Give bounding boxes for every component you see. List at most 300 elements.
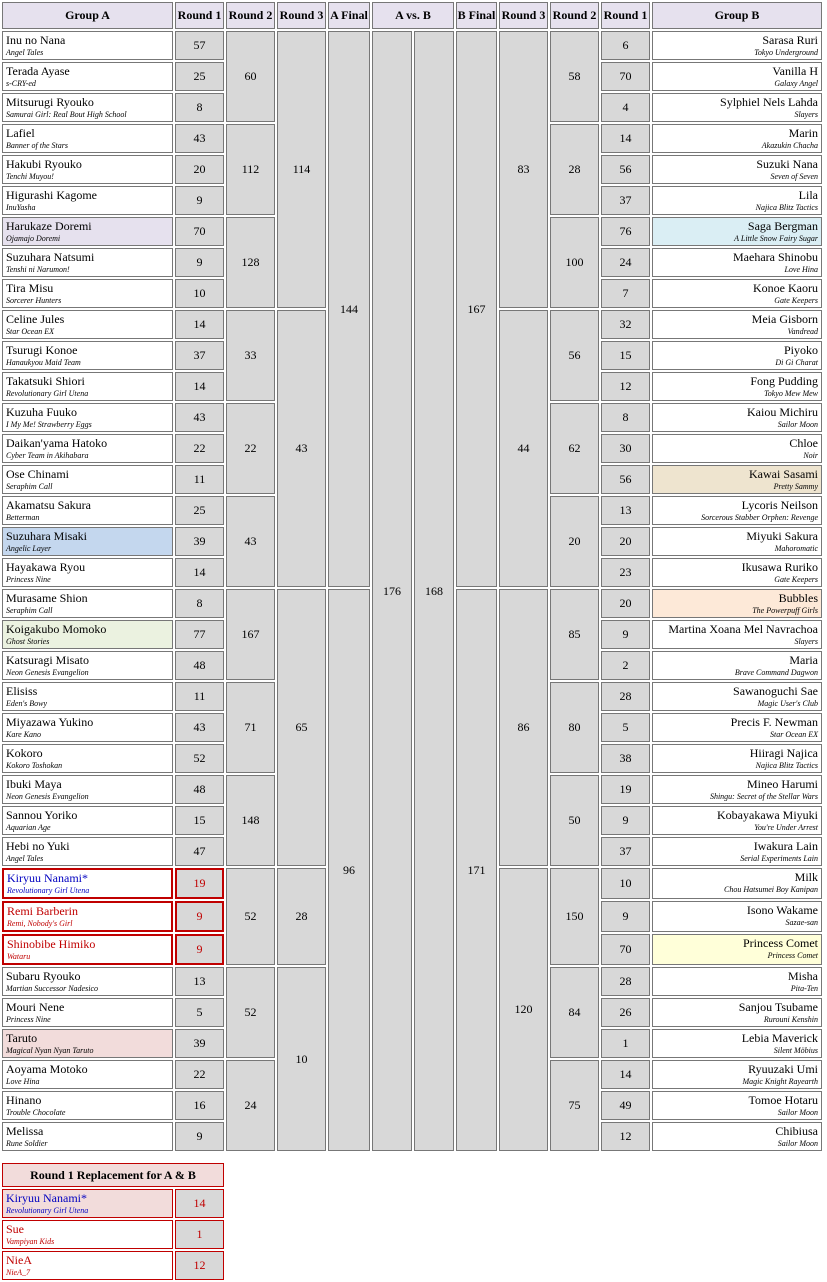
group-b-entry xyxy=(652,682,822,711)
round1-score: 39 xyxy=(175,1029,224,1058)
character-name: Celine Jules xyxy=(6,312,65,326)
group-b-entry xyxy=(652,589,822,618)
round1-score: 22 xyxy=(175,434,224,463)
character-name: Chloe xyxy=(789,436,818,450)
a-final-score: 96 xyxy=(328,589,370,1151)
series-name: Tokyo Mew Mew xyxy=(764,389,818,398)
character-name: Terada Ayase xyxy=(6,64,70,78)
series-name: Star Ocean EX xyxy=(770,730,818,739)
group-a-header: Group A xyxy=(2,2,173,29)
replacement-row xyxy=(2,1189,224,1218)
round3-score: 65 xyxy=(277,589,326,866)
group-b-entry xyxy=(652,62,822,91)
group-b-entry xyxy=(652,837,822,866)
series-name: Neon Genesis Evangelion xyxy=(6,792,89,801)
character-name: Suzuki Nana xyxy=(756,157,818,171)
group-b-entry xyxy=(652,465,822,494)
round1-score: 11 xyxy=(175,682,224,711)
round2-score: 80 xyxy=(550,682,599,773)
character-name: Inu no Nana xyxy=(6,33,66,47)
bracket-row xyxy=(2,967,822,996)
round2-score: 148 xyxy=(226,775,275,866)
series-name: Seraphim Call xyxy=(6,606,53,615)
series-name: Seraphim Call xyxy=(6,482,53,491)
round1-score: 14 xyxy=(175,558,224,587)
character-name: Kokoro xyxy=(6,746,43,760)
group-a-entry xyxy=(2,310,173,339)
group-a-entry xyxy=(2,901,173,932)
character-name: Konoe Kaoru xyxy=(753,281,818,295)
group-b-entry xyxy=(652,744,822,773)
character-name: Aoyama Motoko xyxy=(6,1062,88,1076)
round1-score: 20 xyxy=(601,527,650,556)
replacement-table xyxy=(0,1161,226,1282)
series-name: Wataru xyxy=(7,952,31,961)
round1-score: 37 xyxy=(601,837,650,866)
round3-score: 114 xyxy=(277,31,326,308)
series-name: Rune Soldier xyxy=(6,1139,48,1148)
bracket-row xyxy=(2,496,822,525)
character-name: Katsuragi Misato xyxy=(6,653,89,667)
bracket-row xyxy=(2,403,822,432)
group-b-entry xyxy=(652,775,822,804)
round2-score: 84 xyxy=(550,967,599,1058)
bracket-row xyxy=(2,124,822,153)
character-name: Mineo Harumi xyxy=(747,777,818,791)
replacement-entry xyxy=(2,1220,173,1249)
series-name: Gate Keepers xyxy=(774,575,818,584)
round1-score: 70 xyxy=(175,217,224,246)
character-name: Daikan'yama Hatoko xyxy=(6,436,108,450)
round1-score: 43 xyxy=(175,713,224,742)
series-name: Martian Successor Nadesico xyxy=(6,984,98,993)
round1-score: 38 xyxy=(601,744,650,773)
series-name: Sorcerous Stabber Orphen: Revenge xyxy=(701,513,818,522)
series-name: Angel Tales xyxy=(6,854,44,863)
character-name: Mitsurugi Ryouko xyxy=(6,95,94,109)
round1-b-header: Round 1 xyxy=(601,2,650,29)
round1-score: 37 xyxy=(175,341,224,370)
group-b-header: Group B xyxy=(652,2,822,29)
round1-score: 10 xyxy=(601,868,650,899)
round2-score: 52 xyxy=(226,868,275,965)
round1-score: 70 xyxy=(601,62,650,91)
round3-score: 10 xyxy=(277,967,326,1151)
group-b-entry xyxy=(652,341,822,370)
round1-score: 9 xyxy=(175,1122,224,1151)
bracket-row xyxy=(2,1091,822,1120)
character-name: Chibiusa xyxy=(775,1124,818,1138)
bracket-row xyxy=(2,1060,822,1089)
bracket-row xyxy=(2,620,822,649)
round2-score: 71 xyxy=(226,682,275,773)
bracket-row xyxy=(2,901,822,932)
round1-score: 48 xyxy=(175,651,224,680)
bracket-row xyxy=(2,558,822,587)
character-name: Lafiel xyxy=(6,126,35,140)
round3-score: 28 xyxy=(277,868,326,965)
round3-score: 120 xyxy=(499,868,548,1151)
round2-score: 58 xyxy=(550,31,599,122)
round1-score: 28 xyxy=(601,682,650,711)
character-name: Sue xyxy=(6,1222,24,1236)
replacement-body xyxy=(2,1189,224,1280)
bracket-row xyxy=(2,806,822,835)
series-name: Neon Genesis Evangelion xyxy=(6,668,89,677)
character-name: Hiiragi Najica xyxy=(749,746,818,760)
group-b-entry xyxy=(652,31,822,60)
series-name: Di Gi Charat xyxy=(775,358,818,367)
series-name: Princess Nine xyxy=(6,575,51,584)
group-b-entry xyxy=(652,558,822,587)
bracket-row xyxy=(2,837,822,866)
replacement-entry xyxy=(2,1189,173,1218)
bracket-row xyxy=(2,341,822,370)
group-b-entry xyxy=(652,1091,822,1120)
bracket-row xyxy=(2,279,822,308)
character-name: Isono Wakame xyxy=(746,903,818,917)
series-name: Noir xyxy=(803,451,818,460)
series-name: Star Ocean EX xyxy=(6,327,54,336)
series-name: Galaxy Angel xyxy=(774,79,818,88)
series-name: Sazae-san xyxy=(785,918,818,927)
group-b-entry xyxy=(652,934,822,965)
series-name: Trouble Chocolate xyxy=(6,1108,66,1117)
series-name: Pretty Sammy xyxy=(773,482,818,491)
character-name: Sarasa Ruri xyxy=(762,33,818,47)
bracket-row xyxy=(2,155,822,184)
bracket-row xyxy=(2,713,822,742)
bracket-row xyxy=(2,998,822,1027)
group-a-entry xyxy=(2,620,173,649)
bracket-row xyxy=(2,775,822,804)
series-name: I My Me! Strawberry Eggs xyxy=(6,420,92,429)
round1-score: 19 xyxy=(601,775,650,804)
series-name: Sailor Moon xyxy=(777,1139,818,1148)
character-name: NieA xyxy=(6,1253,32,1267)
round1-score: 39 xyxy=(175,527,224,556)
group-b-entry xyxy=(652,217,822,246)
b-final-score: 167 xyxy=(456,31,497,587)
character-name: Misha xyxy=(788,969,818,983)
group-b-entry xyxy=(652,620,822,649)
header-row xyxy=(2,2,822,29)
round1-score: 14 xyxy=(175,310,224,339)
series-name: Betterman xyxy=(6,513,40,522)
series-name: Gate Keepers xyxy=(774,296,818,305)
round1-score: 5 xyxy=(175,998,224,1027)
group-a-entry xyxy=(2,775,173,804)
series-name: Sailor Moon xyxy=(777,420,818,429)
a-vs-b-score-a: 176 xyxy=(372,31,412,1151)
bracket-row xyxy=(2,682,822,711)
group-a-entry xyxy=(2,744,173,773)
bracket-row xyxy=(2,248,822,277)
character-name: Akamatsu Sakura xyxy=(6,498,91,512)
character-name: Subaru Ryouko xyxy=(6,969,81,983)
group-b-entry xyxy=(652,1029,822,1058)
group-a-entry xyxy=(2,934,173,965)
character-name: Ibuki Maya xyxy=(6,777,62,791)
b-final-header: B Final xyxy=(456,2,497,29)
bracket-row xyxy=(2,310,822,339)
bracket-row xyxy=(2,217,822,246)
character-name: Maehara Shinobu xyxy=(733,250,818,264)
round3-score: 83 xyxy=(499,31,548,308)
character-name: Hebi no Yuki xyxy=(6,839,70,853)
round1-score: 48 xyxy=(175,775,224,804)
character-name: Tomoe Hotaru xyxy=(748,1093,818,1107)
group-b-entry xyxy=(652,998,822,1027)
round1-score: 20 xyxy=(175,155,224,184)
character-name: Sawanoguchi Sae xyxy=(733,684,818,698)
round1-score: 14 xyxy=(601,124,650,153)
series-name: Sorcerer Hunters xyxy=(6,296,62,305)
series-name: A Little Snow Fairy Sugar xyxy=(734,234,818,243)
round1-score: 9 xyxy=(175,901,224,932)
round1-score: 1 xyxy=(601,1029,650,1058)
round2-score: 50 xyxy=(550,775,599,866)
character-name: Tsurugi Konoe xyxy=(6,343,78,357)
round1-score: 10 xyxy=(175,279,224,308)
group-a-entry xyxy=(2,124,173,153)
bracket-row xyxy=(2,1029,822,1058)
replacement-row xyxy=(2,1251,224,1280)
round1-score: 37 xyxy=(601,186,650,215)
group-a-entry xyxy=(2,279,173,308)
round3-score: 44 xyxy=(499,310,548,587)
group-b-entry xyxy=(652,967,822,996)
round1-score: 9 xyxy=(175,248,224,277)
character-name: Taruto xyxy=(6,1031,38,1045)
group-a-entry xyxy=(2,372,173,401)
group-a-entry xyxy=(2,967,173,996)
character-name: Suzuhara Misaki xyxy=(6,529,87,543)
round1-score: 13 xyxy=(601,496,650,525)
series-name: Kare Kano xyxy=(6,730,42,739)
series-name: Samurai Girl: Real Bout High School xyxy=(6,110,127,119)
character-name: Tira Misu xyxy=(6,281,54,295)
a-final-score: 144 xyxy=(328,31,370,587)
series-name: Aquarian Age xyxy=(6,823,51,832)
character-name: Marin xyxy=(788,126,818,140)
series-name: Remi, Nobody's Girl xyxy=(7,919,73,928)
character-name: Iwakura Lain xyxy=(753,839,818,853)
round1-score: 9 xyxy=(601,620,650,649)
series-name: Revolutionary Girl Utena xyxy=(6,389,89,398)
round1-score: 14 xyxy=(601,1060,650,1089)
series-name: Ojamajo Doremi xyxy=(6,234,61,243)
series-name: Angel Tales xyxy=(6,48,44,57)
group-b-entry xyxy=(652,806,822,835)
replacement-row xyxy=(2,1220,224,1249)
character-name: Harukaze Doremi xyxy=(6,219,92,233)
round2-score: 33 xyxy=(226,310,275,401)
group-a-entry xyxy=(2,651,173,680)
series-name: Love Hina xyxy=(6,1077,40,1086)
group-b-entry xyxy=(652,901,822,932)
replacement-title: Round 1 Replacement for A & B xyxy=(2,1163,224,1187)
round1-score: 5 xyxy=(601,713,650,742)
round2-b-header: Round 2 xyxy=(550,2,599,29)
group-b-entry xyxy=(652,651,822,680)
round2-a-header: Round 2 xyxy=(226,2,275,29)
group-a-entry xyxy=(2,1029,173,1058)
round1-score: 32 xyxy=(601,310,650,339)
character-name: Lebia Maverick xyxy=(741,1031,818,1045)
character-name: Kobayakawa Miyuki xyxy=(717,808,818,822)
round2-score: 85 xyxy=(550,589,599,680)
character-name: Kiryuu Nanami* xyxy=(7,871,88,885)
character-name: Meia Gisborn xyxy=(751,312,818,326)
series-name: Kokoro Toshokan xyxy=(6,761,63,770)
round1-score: 12 xyxy=(601,1122,650,1151)
character-name: Maria xyxy=(789,653,818,667)
bracket-row xyxy=(2,744,822,773)
round1-score: 12 xyxy=(601,372,650,401)
bracket-row xyxy=(2,465,822,494)
group-a-entry xyxy=(2,1091,173,1120)
series-name: Eden's Bowy xyxy=(6,699,48,708)
series-name: Shingu: Secret of the Stellar Wars xyxy=(709,792,818,801)
round1-score: 57 xyxy=(175,31,224,60)
series-name: NieA_7 xyxy=(6,1268,30,1277)
series-name: Slayers xyxy=(794,110,818,119)
character-name: Koigakubo Momoko xyxy=(6,622,107,636)
round1-score: 9 xyxy=(175,186,224,215)
series-name: Princess Comet xyxy=(767,951,818,960)
bracket-row xyxy=(2,1122,822,1151)
round1-score: 2 xyxy=(601,651,650,680)
round1-score: 28 xyxy=(601,967,650,996)
series-name: Revolutionary Girl Utena xyxy=(7,886,90,895)
group-b-entry xyxy=(652,868,822,899)
series-name: Hanaukyou Maid Team xyxy=(6,358,81,367)
group-b-entry xyxy=(652,1060,822,1089)
character-name: Martina Xoana Mel Navrachoa xyxy=(668,622,818,636)
character-name: Kaiou Michiru xyxy=(747,405,818,419)
round2-score: 100 xyxy=(550,217,599,308)
character-name: Shinobibe Himiko xyxy=(7,937,96,951)
series-name: Cyber Team in Akihabara xyxy=(6,451,89,460)
series-name: Ghost Stories xyxy=(6,637,50,646)
bracket-body xyxy=(2,31,822,1151)
round1-score: 9 xyxy=(601,806,650,835)
series-name: Najica Blitz Tactics xyxy=(755,203,818,212)
character-name: Murasame Shion xyxy=(6,591,88,605)
round2-score: 62 xyxy=(550,403,599,494)
group-a-entry xyxy=(2,434,173,463)
round2-score: 24 xyxy=(226,1060,275,1151)
group-a-entry xyxy=(2,682,173,711)
group-a-entry xyxy=(2,496,173,525)
series-name: Akazukin Chacha xyxy=(761,141,818,150)
group-b-entry xyxy=(652,93,822,122)
series-name: Sailor Moon xyxy=(777,1108,818,1117)
round1-score: 15 xyxy=(601,341,650,370)
group-a-entry xyxy=(2,527,173,556)
series-name: Najica Blitz Tactics xyxy=(755,761,818,770)
replacement-score: 12 xyxy=(175,1251,224,1280)
round2-score: 43 xyxy=(226,496,275,587)
round1-score: 77 xyxy=(175,620,224,649)
character-name: Kuzuha Fuuko xyxy=(6,405,77,419)
character-name: Kiryuu Nanami* xyxy=(6,1191,87,1205)
round1-a-header: Round 1 xyxy=(175,2,224,29)
group-a-entry xyxy=(2,713,173,742)
a-vs-b-score-b: 168 xyxy=(414,31,454,1151)
round1-score: 8 xyxy=(601,403,650,432)
series-name: Love Hina xyxy=(784,265,818,274)
character-name: Remi Barberin xyxy=(7,904,78,918)
group-b-entry xyxy=(652,403,822,432)
round1-score: 8 xyxy=(175,589,224,618)
group-a-entry xyxy=(2,217,173,246)
round1-score: 25 xyxy=(175,62,224,91)
series-name: Silent Möbius xyxy=(773,1046,818,1055)
round2-score: 28 xyxy=(550,124,599,215)
round2-score: 112 xyxy=(226,124,275,215)
series-name: Angelic Layer xyxy=(6,544,52,553)
bracket-row xyxy=(2,62,822,91)
series-name: Magical Nyan Nyan Taruto xyxy=(6,1046,94,1055)
character-name: Miyazawa Yukino xyxy=(6,715,94,729)
round2-score: 167 xyxy=(226,589,275,680)
character-name: Suzuhara Natsumi xyxy=(6,250,95,264)
round2-score: 60 xyxy=(226,31,275,122)
round1-score: 47 xyxy=(175,837,224,866)
group-a-entry xyxy=(2,155,173,184)
round1-score: 24 xyxy=(601,248,650,277)
character-name: Higurashi Kagome xyxy=(6,188,97,202)
character-name: Miyuki Sakura xyxy=(746,529,818,543)
character-name: Kawai Sasami xyxy=(749,467,818,481)
group-a-entry xyxy=(2,837,173,866)
round1-score: 20 xyxy=(601,589,650,618)
group-b-entry xyxy=(652,434,822,463)
replacement-score: 1 xyxy=(175,1220,224,1249)
group-a-entry xyxy=(2,465,173,494)
series-name: Vandread xyxy=(787,327,818,336)
character-name: Ose Chinami xyxy=(6,467,69,481)
round2-score: 56 xyxy=(550,310,599,401)
series-name: Princess Nine xyxy=(6,1015,51,1024)
series-name: Brave Command Dagwon xyxy=(734,668,818,677)
round1-score: 7 xyxy=(601,279,650,308)
character-name: Mouri Nene xyxy=(6,1000,65,1014)
round1-score: 19 xyxy=(175,868,224,899)
series-name: Pita-Ten xyxy=(790,984,818,993)
group-a-entry xyxy=(2,403,173,432)
group-a-entry xyxy=(2,248,173,277)
character-name: Bubbles xyxy=(778,591,818,605)
replacement-entry xyxy=(2,1251,173,1280)
character-name: Piyoko xyxy=(783,343,818,357)
round1-score: 70 xyxy=(601,934,650,965)
group-a-entry xyxy=(2,589,173,618)
series-name: Tenchi Muyou! xyxy=(6,172,54,181)
character-name: Lycoris Neilson xyxy=(741,498,818,512)
a-final-header: A Final xyxy=(328,2,370,29)
character-name: Princess Comet xyxy=(743,936,818,950)
round1-score: 49 xyxy=(601,1091,650,1120)
round2-score: 75 xyxy=(550,1060,599,1151)
series-name: You're Under Arrest xyxy=(754,823,818,832)
character-name: Sanjou Tsubame xyxy=(738,1000,818,1014)
round1-score: 8 xyxy=(175,93,224,122)
group-a-entry xyxy=(2,558,173,587)
series-name: Banner of the Stars xyxy=(6,141,68,150)
